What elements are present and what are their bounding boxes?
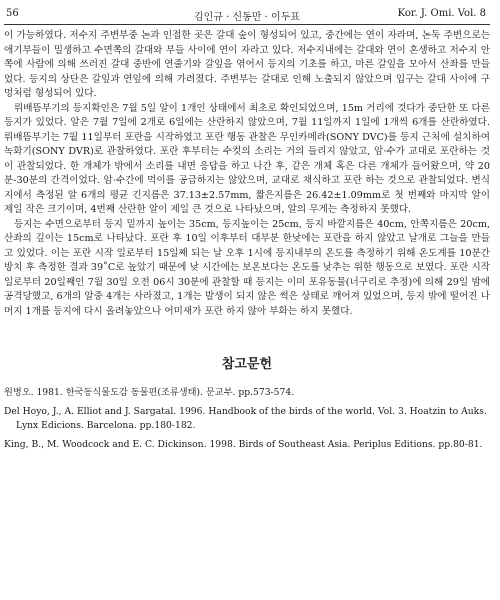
running-header-journal: Kor. J. Omi. Vol. 8: [397, 8, 486, 19]
paragraph-nest-discovery: 뤼배뜸부기의 등지확인은 7월 5일 알이 1개인 상태에서 최초로 확인되었으며, 15m 거리에 것다가 중단한 또 다른 등지가 있었다. 알은 7월 7일에 2개로 6일에는 산란하지 않았으며, 7월 11일까지 1일에 1개씩 6개를 산란하였다. 뤼배뜸부기는 7월 11일부터 포란을 시작하였고 포란 행동 관찰은 무인카메라(SONY DVC)를 등지 근처에 설치하여 녹화기(SONY DVR)로 관찰하였다. 포란 후부터는 수컷의 소리는 거의 들리지 않았고, 암·수가 교대로 포란하는 것이 관찰되었다. 한 개체가 밖에서 소리를 내면 응답을 하고 나간 후, 같은 개체 혹은 다른 개체가 들어왔으며, 약 20분-30분의 간격이었다. 암·수간에 먹이를 공급하지는 않았으며, 교대로 채식하고 포란 하는 것으로 관찰되었다. 변식지에서 측정된 알 6개의 평균 긴지름은 37.13±2.57mm, 짧은지름은 26.42±1.09mm로 첫 번째와 마지막 알이 제일 작은 크기이며, 4번째 산란한 알이 제일 큰 것으로 나타났으며, 알의 무게는 측정하지 못했다.: [4, 102, 490, 215]
running-header: [4, 6, 490, 22]
page-number: 56: [6, 8, 19, 19]
paragraph-nest-measurements: 등지는 수면으로부터 등지 밑까지 높이는 35cm, 등지높이는 25cm, 등지 바깥지름은 40cm, 안쪽지름은 20cm, 산좌의 깊이는 15cm로 나타났다. 포란 후 10일 이후부터 대부분 한낮에는 포란을 하지 않았고 날개로 그늘을 만들고 있었다. 이는 포란 시작 일로부터 15일째 되는 날 오후 1시에 등지내부의 온도를 측정하기 위해 온도계를 10분간 방치 후 측정한 결과 39˚C로 높았기 때문에 낮 시간에는 보온보다는 온도를 낮추는 위한 행동으로 보였다. 포란 시작 일로부터 20일째인 7월 30일 오전 06시 30분에 관찰할 때 등지는 이미 포유동물(너구리로 추정)에 의해 29일 밤에 공격당했고, 6개의 알중 4개는 사라졌고, 1개는 발생이 되지 않은 썩은 상태로 깨어져 있었으며, 등지 밖에 떨어진 나머지 1개를 등지에 다시 올려놓았으나 어미새가 포란 하지 않아 부화는 하지 못했다.: [4, 218, 490, 317]
running-header-authors: 김인규 · 신동만 · 이두표: [194, 12, 301, 23]
header-rule: [4, 24, 490, 25]
reference-item: Del Hoyo, J., A. Elliot and J. Sargatal. 1996. Handbook of the birds of the world. Vol. 3. Hoatzin to Auks. Lynx Edicions. Barcelona. pp.180-182.: [4, 406, 487, 431]
references-heading: 참고문헌: [221, 357, 273, 372]
references-list: [4, 386, 490, 452]
reference-item: 원병오. 1981. 한국동식물도감 동물편(조류생태). 문교부. pp.573-574.: [4, 387, 295, 398]
paragraph-habitat: 이 가능하였다. 저수지 주변부중 논과 인접한 곳은 갈대 숲이 형성되어 있고, 중간에는 연이 자라며, 논둑 주변으로는 애기부들이 밀생하고 수면쪽의 갈대와 부들 사이에 연이 자라고 있다. 저수지내에는 갈대와 연이 혼생하고 저수지 안쪽에 사람에 의해 쓰러진 갈대 중반에 연줄기와 갈잎을 엮어서 등지의 기초를 하고, 마른 갈잎을 모아서 산좌를 만들었다. 등지의 상단은 갈잎과 연잎에 의해 가려졌다. 주변부는 갈대로 인해 노출되지 않았으며 입구는 갈대 사이에 구멍처럼 형성되어 있다.: [4, 30, 490, 99]
body-text: [4, 29, 490, 319]
reference-item: King, B., M. Woodcock and E. C. Dickinson. 1998. Birds of Southeast Asia. Periplus Editions. pp.80-81.: [4, 439, 483, 450]
